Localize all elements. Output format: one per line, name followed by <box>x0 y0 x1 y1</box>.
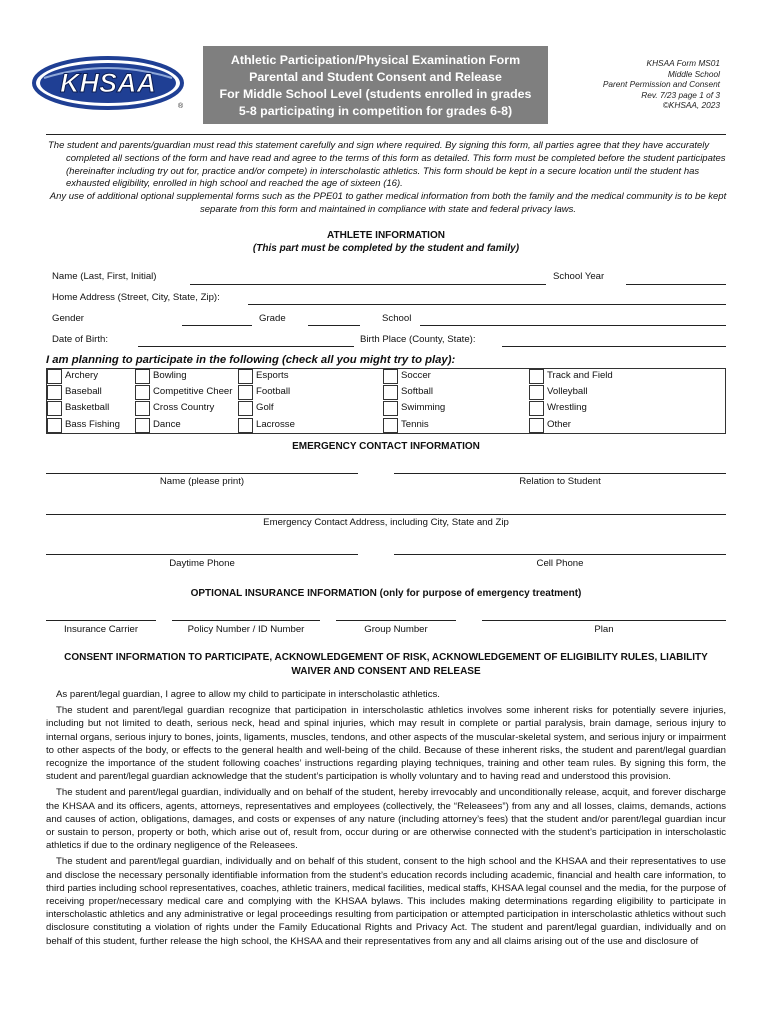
consent-paragraph-1: As parent/legal guardian, I agree to allow my child to participate in interscholastic athletics. <box>56 689 440 700</box>
sport-checkbox[interactable] <box>47 418 62 433</box>
sport-checkbox[interactable] <box>238 418 253 433</box>
name-field[interactable] <box>190 284 546 285</box>
sport-label: Baseball <box>65 386 102 398</box>
sport-label: Football <box>256 386 291 398</box>
title-line-3: For Middle School Level (students enrolled in grades <box>219 87 532 101</box>
athlete-info-title: ATHLETE INFORMATION <box>327 230 445 241</box>
sport-checkbox[interactable] <box>383 385 398 400</box>
intro-statement <box>48 140 728 217</box>
dob-label: Date of Birth: <box>52 334 108 345</box>
sport-label: Track and Field <box>547 370 613 381</box>
sport-option[interactable] <box>383 369 523 385</box>
intro-paragraph-1: The student and parents/guardian must read this statement carefully and sign where required. By signing this form, all parties agree that they have accurately completed all sections of the form and have read and agree to the terms of this form as detailed. This form must be completed before the student participates (hereinafter including try out for, practice and/or compete) in interscholastic athletics. This form should be kept in a secure location until the student has exhausted eligibility, enrolled in high school and reached the age of sixteen (16). <box>48 140 726 190</box>
plan-field[interactable] <box>482 620 726 621</box>
registered-mark: ® <box>178 103 184 110</box>
title-line-2: Parental and Student Consent and Release <box>249 70 502 84</box>
sport-option[interactable] <box>529 418 669 434</box>
sport-label: Bowling <box>153 370 187 381</box>
sport-label: Other <box>547 418 571 430</box>
sport-checkbox[interactable] <box>47 369 62 384</box>
sport-checkbox[interactable] <box>135 369 150 384</box>
school-label: School <box>382 313 412 324</box>
sport-label: Tennis <box>401 418 429 430</box>
emergency-name-label: Name (please print) <box>159 476 245 487</box>
sport-option[interactable] <box>383 385 523 401</box>
consent-paragraph-3: The student and parent/legal guardian, individually and on behalf of the student, hereby irrevocably and unconditionally release, acquit, and forever discharge the KHSAA and its officers, agents, attorneys, representatives and employees (collectively, the “Releasees”) from any and all losses, claims, demands, actions and causes of action, obligations, damages, and costs or expenses of any nature (including attorney’s fees) that the student and/or parent/legal guardian incur or sustain to person, property or both, which arise out of, result from, occur during or are otherwise connected with the student’s participation in interscholastic athletics if due to the ordinary negligence of the Releasees. <box>46 787 726 852</box>
title-line-1: Athletic Participation/Physical Examination Form <box>230 53 521 67</box>
emergency-address-field[interactable] <box>46 514 726 515</box>
sport-option[interactable] <box>238 369 378 385</box>
sport-checkbox[interactable] <box>383 418 398 433</box>
dob-field[interactable] <box>138 346 354 347</box>
khsaa-logo <box>30 52 190 112</box>
plan-label: Plan <box>594 624 614 635</box>
sport-checkbox[interactable] <box>135 418 150 433</box>
header-divider <box>46 134 726 135</box>
sport-option[interactable] <box>238 385 378 401</box>
relation-label: Relation to Student <box>519 476 601 487</box>
sport-checkbox[interactable] <box>529 401 544 416</box>
form-title-box <box>203 46 548 124</box>
sport-checkbox[interactable] <box>529 418 544 433</box>
sport-option[interactable] <box>238 401 378 417</box>
form-id-line: Rev. 7/23 page 1 of 3 <box>641 89 720 100</box>
daytime-phone-label: Daytime Phone <box>169 558 235 569</box>
sport-label: Wrestling <box>547 402 587 414</box>
school-year-label: School Year <box>553 271 605 282</box>
sport-checkbox[interactable] <box>529 369 544 384</box>
sport-label: Bass Fishing <box>65 418 120 430</box>
sport-checkbox[interactable] <box>47 385 62 400</box>
school-year-field[interactable] <box>626 284 726 285</box>
consent-title <box>46 651 726 679</box>
consent-body <box>46 688 726 951</box>
relation-field[interactable] <box>394 473 726 474</box>
policy-number-field[interactable] <box>172 620 320 621</box>
athlete-info-subtitle: (This part must be completed by the student and family) <box>252 243 520 254</box>
sport-label: Volleyball <box>547 386 588 398</box>
sport-option[interactable] <box>529 401 669 417</box>
emergency-address-label: Emergency Contact Address, including City, State and Zip <box>263 517 509 528</box>
grade-field[interactable] <box>308 325 360 326</box>
birth-place-field[interactable] <box>502 346 726 347</box>
home-address-field[interactable] <box>248 304 726 305</box>
consent-title-line-2: WAIVER AND CONSENT AND RELEASE <box>291 666 481 677</box>
grade-label: Grade <box>259 313 286 324</box>
consent-title-line-1: CONSENT INFORMATION TO PARTICIPATE, ACKNOWLEDGEMENT OF RISK, ACKNOWLEDGEMENT OF ELIGIBILITY RULES, LIABILITY <box>64 652 708 663</box>
emergency-name-field[interactable] <box>46 473 358 474</box>
home-address-label: Home Address (Street, City, State, Zip): <box>52 292 220 303</box>
cell-phone-field[interactable] <box>394 554 726 555</box>
sport-checkbox[interactable] <box>135 401 150 416</box>
form-id-line: KHSAA Form MS01 <box>646 58 720 68</box>
insurance-carrier-field[interactable] <box>46 620 156 621</box>
sport-label: Golf <box>256 402 274 414</box>
sport-checkbox[interactable] <box>383 401 398 416</box>
sport-label: Archery <box>65 370 99 381</box>
sport-checkbox[interactable] <box>529 385 544 400</box>
sport-checkbox[interactable] <box>135 385 150 400</box>
consent-paragraph-4: The student and parent/legal guardian, individually and on behalf of this student, consent to the high school and the KHSAA and their representatives to use and disclose the necessary personally identifiable information from the student’s education records including academic, financial and health care information, to third parties including school representatives, coaches, athletic trainers, medical facilities, medical staffs, KHSAA legal counsel and the media, for the purpose of receiving proper/necessary medical care and complying with the KHSAA bylaws. This includes making determinations regarding eligibility to participate in interscholastic athletics and any administrative or legal proceedings resulting from participation or attempted participation in interscholastic athletics without such disclosure constituting a violation of rights under the Family Educational Rights and Privacy Act. The student and parent/legal guardian, individually and on behalf of this student, further release the high school, the KHSAA and their representatives from any and all claims arising out of the use and disclosure of <box>46 856 726 947</box>
insurance-carrier-label: Insurance Carrier <box>63 624 139 635</box>
sport-label: Dance <box>153 418 181 430</box>
sports-heading: I am planning to participate in the following (check all you might try to play): <box>46 354 456 366</box>
sport-checkbox[interactable] <box>47 401 62 416</box>
birth-place-label: Birth Place (County, State): <box>360 334 476 345</box>
form-identifier <box>590 58 720 111</box>
group-number-label: Group Number <box>364 624 428 635</box>
cell-phone-label: Cell Phone <box>536 558 584 569</box>
logo-text: KHSAA <box>59 68 157 98</box>
emergency-contact-title: EMERGENCY CONTACT INFORMATION <box>292 441 480 452</box>
sport-checkbox[interactable] <box>238 385 253 400</box>
sport-option[interactable] <box>529 385 669 401</box>
sport-option[interactable] <box>529 369 669 385</box>
form-id-line: Middle School <box>667 68 720 79</box>
form-id-line: ©KHSAA, 2023 <box>662 100 720 111</box>
school-field[interactable] <box>420 325 726 326</box>
sport-label: Competitive Cheer <box>153 386 233 398</box>
daytime-phone-field[interactable] <box>46 554 358 555</box>
gender-label: Gender <box>52 313 84 324</box>
sport-option[interactable] <box>383 418 523 434</box>
sport-label: Softball <box>401 386 433 398</box>
sports-checkbox-grid <box>46 368 726 434</box>
group-number-field[interactable] <box>336 620 456 621</box>
sport-label: Esports <box>256 370 289 381</box>
consent-paragraph-2: The student and parent/legal guardian recognize that participation in interscholastic athletics involves some inherent risks for potentially severe injuries, including but not limited to death, serious neck, head and spinal injuries, which may result in complete or partial paralysis, brain damage, serious injury to internal organs, serious injury to bones, joints, ligaments, muscles, tendons, and other aspects of the muscular-skeletal system, and serious injury or impairment to other aspects of the body, or effects to the general health and well-being of the child. Because of these inherent risks, the student and parent/legal guardian recognize the importance of the student following coaches’ instructions regarding playing techniques, training and other team rules. By signing this form, the student and parent/legal guardian acknowledge that the student’s participation is wholly voluntary and to having read and understood this provision. <box>46 705 726 783</box>
sport-checkbox[interactable] <box>383 369 398 384</box>
form-id-line: Parent Permission and Consent <box>602 79 720 90</box>
title-line-4: 5-8 participating in competition for grades 6-8) <box>238 104 513 118</box>
sport-checkbox[interactable] <box>238 401 253 416</box>
sport-label: Basketball <box>65 402 110 414</box>
sport-option[interactable] <box>383 401 523 417</box>
sport-option[interactable] <box>238 418 378 434</box>
name-label: Name (Last, First, Initial) <box>52 271 157 282</box>
intro-paragraph-2: Any use of additional optional supplemental forms such as the PPE01 to gather medical information from both the family and the medical community is to be kept separate from this form and maintained in compliance with state and federal privacy laws. <box>49 191 727 215</box>
gender-field[interactable] <box>182 325 252 326</box>
sport-label: Swimming <box>401 402 446 414</box>
sport-label: Lacrosse <box>256 418 295 430</box>
sport-label: Soccer <box>401 370 431 381</box>
sport-checkbox[interactable] <box>238 369 253 384</box>
insurance-title: OPTIONAL INSURANCE INFORMATION (only for purpose of emergency treatment) <box>190 588 582 599</box>
policy-number-label: Policy Number / ID Number <box>187 624 305 635</box>
sport-label: Cross Country <box>153 402 215 414</box>
